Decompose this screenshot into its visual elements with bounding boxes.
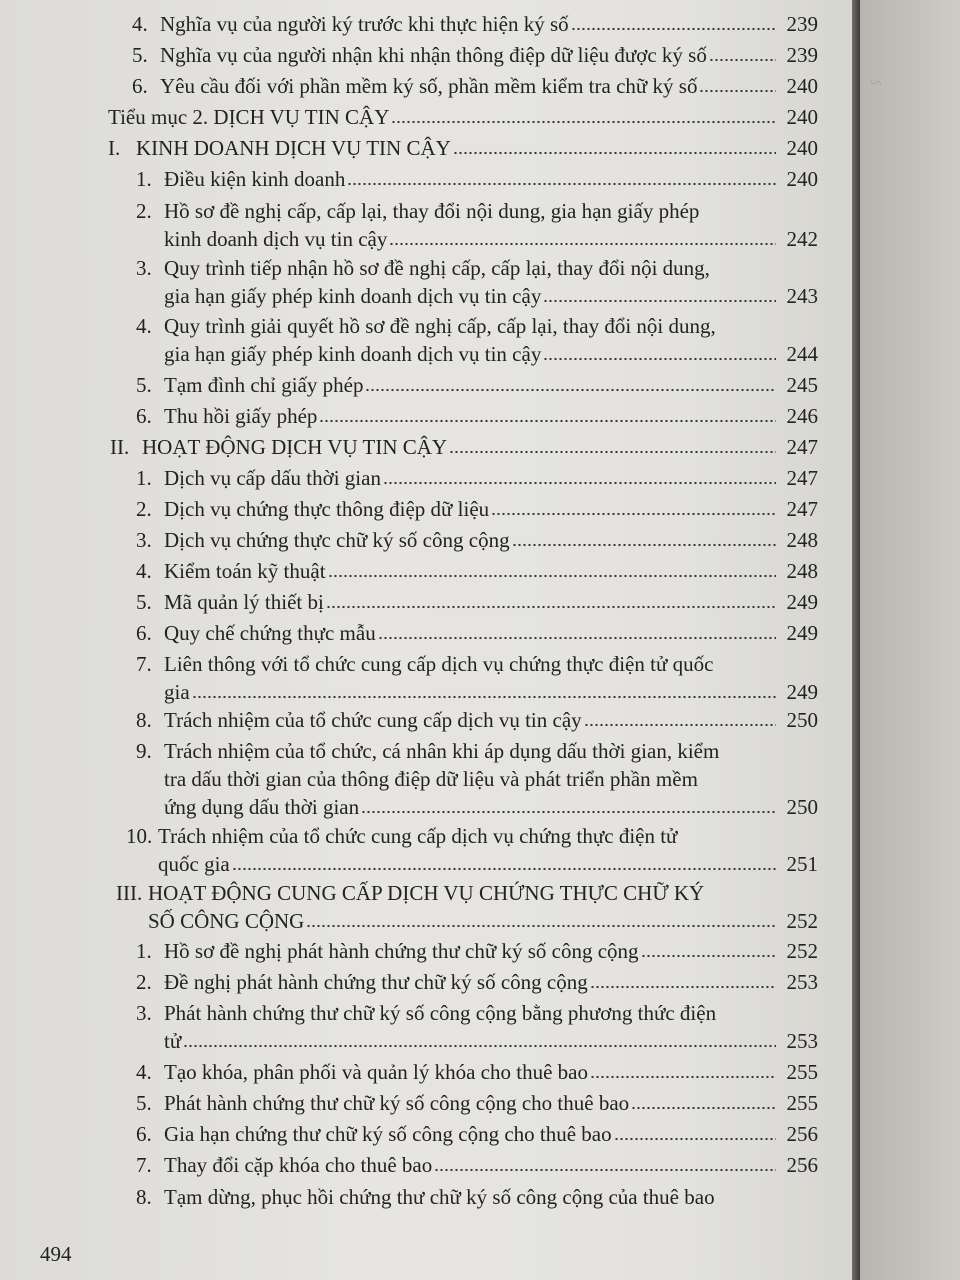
toc-entry [136, 619, 818, 647]
toc-entry-title-part: Phát hành chứng thư chữ ký số công cộng bằng phương thức điện [164, 1001, 717, 1025]
toc-entry-number: 2. [136, 199, 152, 223]
toc-entry-title-part: Trách nhiệm của tổ chức cung cấp dịch vụ chứng thực điện tử [158, 824, 678, 848]
book-spine [852, 0, 860, 1280]
dot-leader [361, 809, 776, 815]
toc-entry-title: Dịch vụ chứng thực chữ ký số công cộng [164, 528, 510, 552]
toc-entry [108, 103, 818, 131]
toc-entry [136, 937, 818, 965]
toc-entry-title: Thay đổi cặp khóa cho thuê bao [164, 1153, 433, 1177]
toc-entry [136, 1120, 818, 1148]
toc-entry [136, 254, 818, 310]
toc-entry-title-part: Trách nhiệm của tổ chức, cá nhân khi áp dụng dấu thời gian, kiểm [164, 739, 720, 763]
dot-leader [543, 298, 776, 304]
toc-entry-line [136, 402, 818, 430]
toc-entry [136, 968, 818, 996]
toc-entry-number: 2. [136, 497, 152, 521]
toc-entry-title-part: HOẠT ĐỘNG CUNG CẤP DỊCH VỤ CHỨNG THỰC CHỮ KÝ [148, 881, 705, 905]
toc-entry-line [136, 371, 818, 399]
toc-entry-page: 253 [786, 970, 818, 994]
toc-entry-line [136, 999, 818, 1027]
toc-entry-title-part: Hồ sơ đề nghị cấp, cấp lại, thay đổi nội dung, gia hạn giấy phép [164, 199, 700, 223]
toc-entry-line [136, 1089, 818, 1117]
toc-entry [136, 495, 818, 523]
toc-entry [132, 72, 818, 100]
toc-entry-line [136, 737, 818, 765]
toc-entry-line [136, 312, 818, 340]
dot-leader [543, 356, 776, 362]
toc-entry-title: Tiểu mục 2. DỊCH VỤ TIN CẬY [108, 105, 390, 129]
toc-entry [136, 165, 818, 193]
toc-entry-title-part: Quy trình tiếp nhận hồ sơ đề nghị cấp, cấp lại, thay đổi nội dung, [164, 256, 710, 280]
toc-entry [108, 134, 818, 162]
dot-leader [306, 923, 776, 929]
toc-entry-page: 252 [786, 939, 818, 963]
toc-entry-title: Thu hồi giấy phép [164, 404, 318, 428]
dot-leader [449, 449, 776, 455]
toc-entry-line [136, 1151, 818, 1179]
toc-entry-number: 6. [136, 1122, 152, 1146]
toc-entry-line [136, 1027, 818, 1055]
toc-entry-number: 8. [136, 1185, 152, 1209]
toc-entry-title: Tạo khóa, phân phối và quản lý khóa cho thuê bao [164, 1060, 588, 1084]
dot-leader [326, 604, 776, 610]
toc-entry-title-part: Liên thông với tổ chức cung cấp dịch vụ chứng thực điện tử quốc [164, 652, 714, 676]
dot-leader [709, 57, 776, 63]
toc-entry-title: gia hạn giấy phép kinh doanh dịch vụ tin cậy [164, 284, 542, 308]
toc-entry-number: II. [110, 435, 130, 459]
toc-entry-title: Kiểm toán kỹ thuật [164, 559, 326, 583]
dot-leader [631, 1105, 776, 1111]
dot-leader [391, 119, 776, 125]
toc-entry-title: ứng dụng dấu thời gian [164, 795, 360, 819]
toc-entry-line [136, 557, 818, 585]
toc-entry-title-part: Quy trình giải quyết hồ sơ đề nghị cấp, cấp lại, thay đổi nội dung, [164, 314, 716, 338]
dot-leader [590, 984, 776, 990]
toc-entry-line [126, 850, 818, 878]
toc-entry-number: 5. [136, 590, 152, 614]
toc-entry-title: Nghĩa vụ của người ký trước khi thực hiện ký số [160, 12, 569, 36]
toc-entry-title: HOẠT ĐỘNG DỊCH VỤ TIN CẬY [142, 435, 448, 459]
toc-entry-line [136, 225, 818, 253]
toc-entry-line [136, 526, 818, 554]
toc-entry-page: 240 [786, 74, 818, 98]
toc-entry-page: 242 [786, 227, 818, 251]
toc-entry-page: 239 [786, 43, 818, 67]
toc-entry-page: 240 [786, 136, 818, 160]
toc-entry [136, 1058, 818, 1086]
toc-entry [136, 588, 818, 616]
toc-entry-number: 3. [136, 528, 152, 552]
toc-entry-page: 239 [786, 12, 818, 36]
toc-entry-page: 256 [786, 1153, 818, 1177]
toc-entry-title: Gia hạn chứng thư chữ ký số công cộng cho thuê bao [164, 1122, 612, 1146]
toc-entry-page: 249 [786, 680, 818, 704]
toc-entry-number: 9. [136, 739, 152, 763]
toc-entry-line [136, 1058, 818, 1086]
toc-entry-page: 250 [786, 795, 818, 819]
dot-leader [347, 181, 776, 187]
toc-entry [136, 197, 818, 253]
toc-entry-title: KINH DOANH DỊCH VỤ TIN CẬY [136, 136, 451, 160]
toc-entry-number: 4. [136, 314, 152, 338]
toc-entry-title: SỐ CÔNG CỘNG [148, 909, 305, 933]
toc-entry-line [108, 134, 818, 162]
toc-entry [136, 706, 818, 734]
toc-entry [136, 464, 818, 492]
toc-entry-line [126, 822, 818, 850]
toc-entry-line [136, 495, 818, 523]
toc-entry-title: gia [164, 680, 190, 704]
toc-entry-line [132, 72, 818, 100]
dot-leader [365, 387, 776, 393]
toc-entry-number: 6. [132, 74, 148, 98]
dot-leader [383, 480, 776, 486]
toc-entry-number: 4. [136, 559, 152, 583]
toc-entry-page: 244 [786, 342, 818, 366]
toc-entry-line [136, 588, 818, 616]
toc-entry-number: III. [116, 881, 143, 905]
toc-entry-page: 249 [786, 621, 818, 645]
toc-entry-line [136, 678, 818, 706]
toc-entry-line [116, 879, 818, 907]
toc-entry [136, 1183, 818, 1211]
toc-entry-page: 256 [786, 1122, 818, 1146]
toc-entry [136, 557, 818, 585]
toc-entry-number: 5. [132, 43, 148, 67]
toc-entry-page: 246 [786, 404, 818, 428]
toc-entry-page: 248 [786, 559, 818, 583]
toc-entry-title: Phát hành chứng thư chữ ký số công cộng cho thuê bao [164, 1091, 630, 1115]
toc-entry-title: Tạm đình chỉ giấy phép [164, 373, 364, 397]
dot-leader [491, 511, 776, 517]
toc-entry-number: 8. [136, 708, 152, 732]
toc-entry-page: 249 [786, 590, 818, 614]
toc-entry-page: 247 [786, 435, 818, 459]
dot-leader [699, 88, 776, 94]
toc-entry-number: 6. [136, 404, 152, 428]
dot-leader [584, 722, 776, 728]
dot-leader [328, 573, 776, 579]
toc-entry-line [136, 793, 818, 821]
toc-entry-line [136, 706, 818, 734]
page-number: 494 [40, 1242, 72, 1266]
toc-entry-line [136, 254, 818, 282]
toc-entry-title: Quy chế chứng thực mẫu [164, 621, 376, 645]
toc-entry-number: 10. [126, 824, 153, 848]
toc-entry-page: 245 [786, 373, 818, 397]
toc-entry [136, 402, 818, 430]
toc-entry-page: 248 [786, 528, 818, 552]
dot-leader [378, 635, 776, 641]
toc-entry-title: Dịch vụ chứng thực thông điệp dữ liệu [164, 497, 490, 521]
toc-entry-page: 253 [786, 1029, 818, 1053]
toc-entry-title: Điều kiện kinh doanh [164, 167, 346, 191]
dot-leader [641, 953, 776, 959]
toc-entry-title: kinh doanh dịch vụ tin cậy [164, 227, 388, 251]
toc-entry-line [136, 650, 818, 678]
toc-entry-line [132, 41, 818, 69]
toc-entry-line [110, 433, 818, 461]
dot-leader [183, 1043, 776, 1049]
dot-leader [512, 542, 776, 548]
toc-entry-line [136, 197, 818, 225]
toc-entry-number: 7. [136, 1153, 152, 1177]
dot-leader [319, 418, 776, 424]
toc-entry-title: Tạm dừng, phục hồi chứng thư chữ ký số công cộng của thuê bao [164, 1185, 715, 1209]
toc-entry-number: 1. [136, 939, 152, 963]
toc-entry-line [136, 765, 818, 793]
toc-entry-line [136, 340, 818, 368]
dot-leader [453, 150, 776, 156]
toc-entry-page: 240 [786, 105, 818, 129]
toc-entry-title: Đề nghị phát hành chứng thư chữ ký số công cộng [164, 970, 588, 994]
toc-entry-page: 250 [786, 708, 818, 732]
dot-leader [389, 241, 776, 247]
toc-entry-number: I. [108, 136, 121, 160]
toc-entry [110, 433, 818, 461]
dot-leader [590, 1074, 776, 1080]
toc-entry [136, 737, 818, 821]
toc-entry-number: 1. [136, 167, 152, 191]
toc-entry-title: tử [164, 1029, 182, 1053]
toc-entry-page: 243 [786, 284, 818, 308]
toc-entry-page: 252 [786, 909, 818, 933]
toc-entry-number: 4. [132, 12, 148, 36]
toc-entry-title: Yêu cầu đối với phần mềm ký số, phần mềm kiểm tra chữ ký số [160, 74, 698, 98]
toc-entry [136, 1151, 818, 1179]
toc-entry-page: 255 [786, 1060, 818, 1084]
toc-entry [136, 312, 818, 368]
toc-entry-page: 247 [786, 466, 818, 490]
toc-entry-number: 5. [136, 1091, 152, 1115]
toc-entry-title: Dịch vụ cấp dấu thời gian [164, 466, 381, 490]
toc-entry [132, 41, 818, 69]
toc-entry [136, 371, 818, 399]
toc-entry [132, 10, 818, 38]
dot-leader [434, 1167, 776, 1173]
toc-entry-title: quốc gia [158, 852, 230, 876]
toc-entry-number: 5. [136, 373, 152, 397]
toc-entry-title-part: tra dấu thời gian của thông điệp dữ liệu và phát triển phần mềm [164, 767, 698, 791]
toc-entry-number: 7. [136, 652, 152, 676]
toc-entry-number: 3. [136, 256, 152, 280]
toc-entry-title: Nghĩa vụ của người nhận khi nhận thông điệp dữ liệu được ký số [160, 43, 707, 67]
dot-leader [192, 694, 776, 700]
toc-entry-line [132, 10, 818, 38]
toc-entry-line [136, 1120, 818, 1148]
toc-entry-number: 1. [136, 466, 152, 490]
toc-entry-title: Mã quản lý thiết bị [164, 590, 324, 614]
toc-entry-line [136, 968, 818, 996]
toc-entry [136, 650, 818, 706]
toc-entry-line [136, 937, 818, 965]
toc-entry [136, 1089, 818, 1117]
toc-entry-number: 6. [136, 621, 152, 645]
dot-leader [232, 866, 776, 872]
toc-entry-line [108, 103, 818, 131]
toc-entry [126, 822, 818, 878]
toc-entry-title: Trách nhiệm của tổ chức cung cấp dịch vụ tin cậy [164, 708, 582, 732]
facing-page-edge: ~ [860, 0, 960, 1280]
toc-entry-number: 2. [136, 970, 152, 994]
toc-entry-title: Hồ sơ đề nghị phát hành chứng thư chữ ký số công cộng [164, 939, 639, 963]
toc-entry-number: 3. [136, 1001, 152, 1025]
toc-entry-page: 247 [786, 497, 818, 521]
toc-entry-line [116, 907, 818, 935]
toc-entry [136, 999, 818, 1055]
toc-entry-line [136, 165, 818, 193]
toc-entry-number: 4. [136, 1060, 152, 1084]
toc-entry-page: 240 [786, 167, 818, 191]
dot-leader [614, 1136, 776, 1142]
dot-leader [571, 26, 776, 32]
toc-entry-line [136, 1183, 818, 1211]
toc-entry-page: 251 [786, 852, 818, 876]
toc-entry-line [136, 619, 818, 647]
toc-entry-title: gia hạn giấy phép kinh doanh dịch vụ tin cậy [164, 342, 542, 366]
toc-entry-page: 255 [786, 1091, 818, 1115]
toc-entry-line [136, 464, 818, 492]
toc-entry [136, 526, 818, 554]
toc-entry-line [136, 282, 818, 310]
toc-entry [116, 879, 818, 935]
